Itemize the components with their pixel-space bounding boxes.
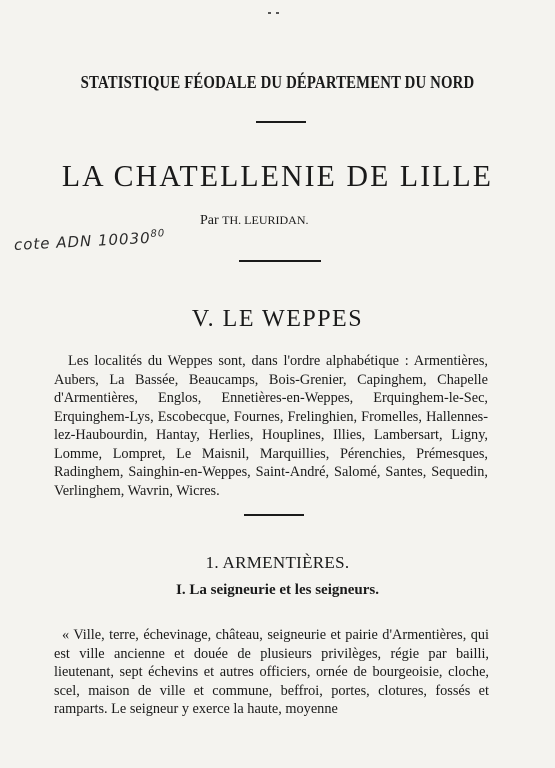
byline [200, 213, 309, 229]
chapter-subtitle: I. La seigneurie et les seigneurs. [176, 582, 379, 598]
byline-author: TH. LEURIDAN. [222, 213, 309, 227]
scan-speck [276, 12, 279, 14]
annotation-text: cote ADN 10030 [13, 228, 152, 254]
scan-speck [268, 12, 271, 14]
page-title: LA CHATELLENIE DE LILLE [61, 158, 494, 193]
divider [239, 260, 321, 262]
divider [244, 514, 304, 516]
divider [256, 121, 306, 123]
body-paragraph: « Ville, terre, échevinage, château, seigneurie et pairie d'Armentières, qui est ville ancienne et douée de plusieurs privilèges, régie par bailli, lieutenant, sept échevins et autres officiers, ornée de bourgeoisie, cloche, scel, maison de ville et commune, beffroi, portes, clotures, fossés et ramparts. Le seigneur y exerce la haute, moyenne [54, 627, 489, 717]
handwritten-annotation [14, 228, 166, 254]
byline-prefix: Par [200, 213, 219, 228]
section-title: V. LE WEPPES [191, 306, 364, 332]
chapter-title: 1. ARMENTIÈRES. [205, 553, 350, 572]
annotation-superscript: 80 [150, 228, 166, 240]
intro-paragraph: Les localités du Weppes sont, dans l'ordre alphabétique : Armentières, Aubers, La Bassée, Beaucamps, Bois-Grenier, Capinghem, Chapelle d'Armentières, Englos, Ennetières-en-Weppes, Erquinghem-le-Sec, Erquinghem-Lys, Escobecque, Fournes, Frelinghien, Fromelles, Hallennes-lez-Haubourdin, Hantay, Herlies, Houplines, Illies, Lambersart, Ligny, Lomme, Lompret, Le Maisnil, Marquillies, Pérenchies, Prémesques, Radinghem, Sainghin-en-Weppes, Saint-André, Salomé, Santes, Sequedin, Verlinghem, Wavrin, Wicres. [54, 353, 488, 499]
supertitle: STATISTIQUE FÉODALE DU DÉPARTEMENT DU NORD [80, 72, 475, 92]
